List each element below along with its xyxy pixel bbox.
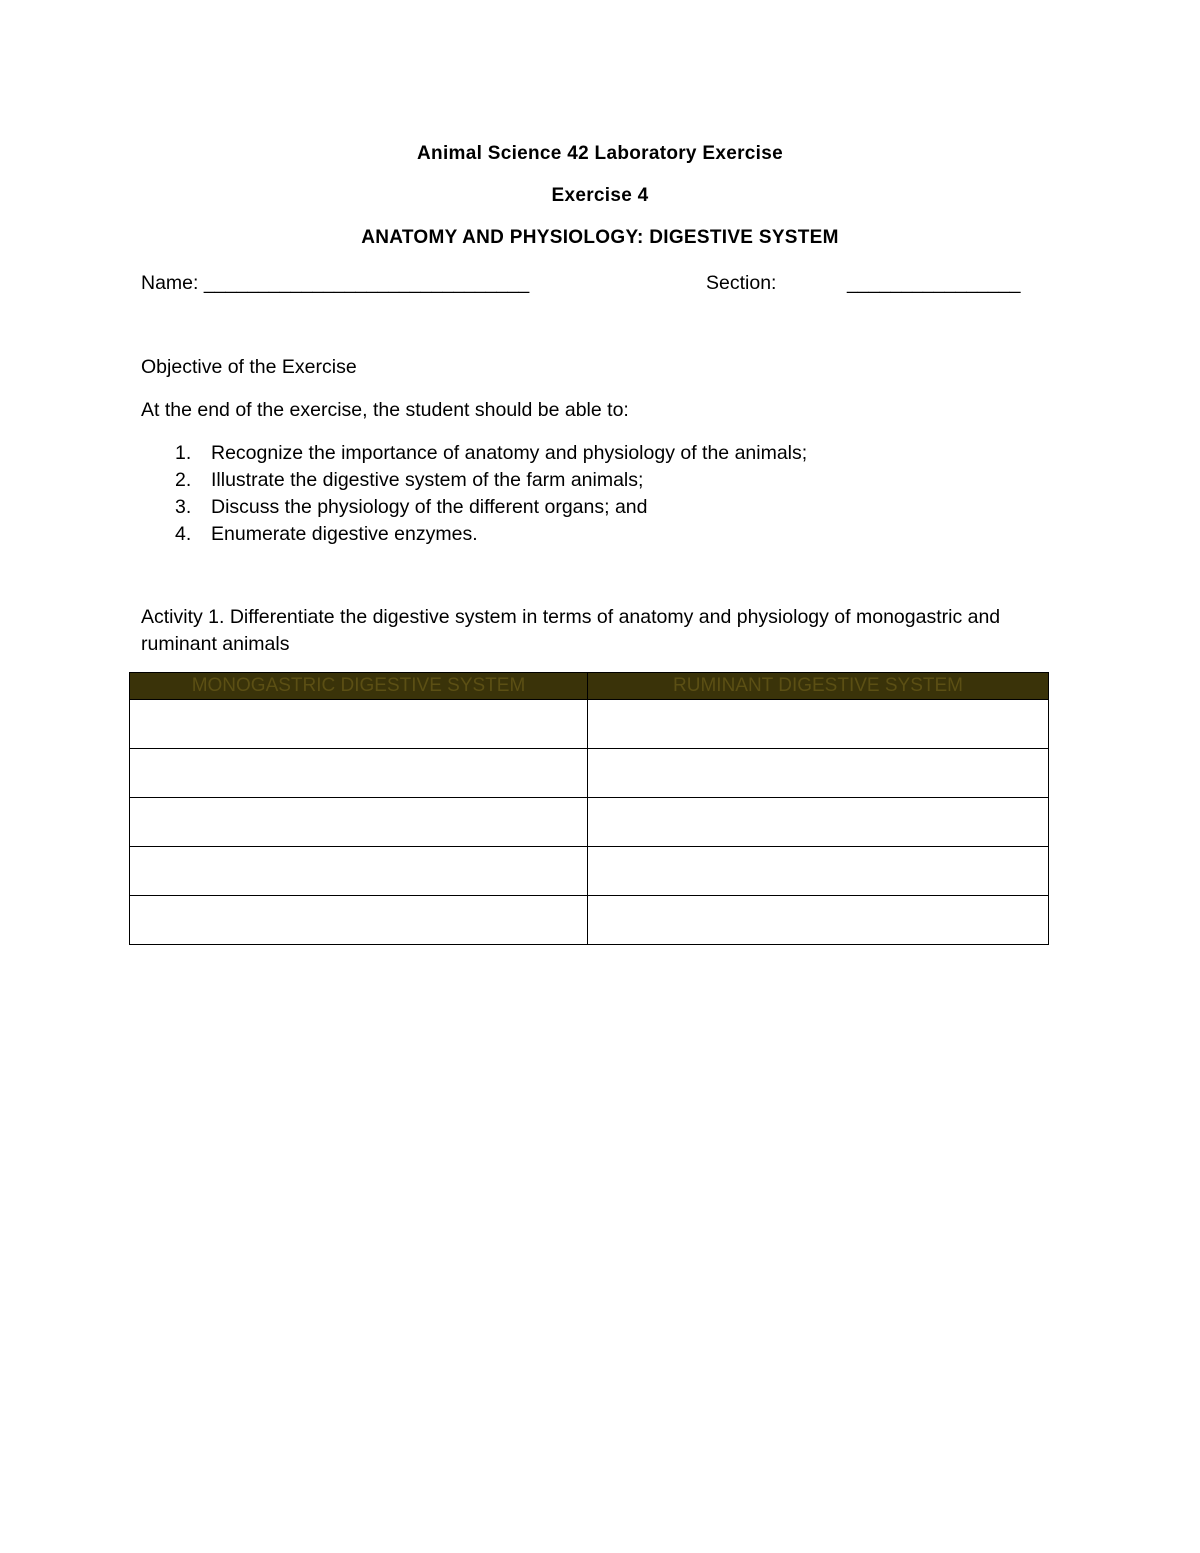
list-item-text: Discuss the physiology of the different organs; and (211, 496, 648, 518)
table-header-row (130, 673, 1049, 700)
answer-cell-ruminant[interactable] (588, 847, 1049, 896)
monogastric-column-header: MONOGASTRIC DIGESTIVE SYSTEM (130, 673, 588, 700)
table-row (130, 896, 1049, 945)
section-label: Section: (706, 272, 777, 294)
table-row (130, 798, 1049, 847)
table-row (130, 700, 1049, 749)
list-item-number: 1. (175, 442, 192, 464)
list-item-text: Recognize the importance of anatomy and physiology of the animals; (211, 442, 808, 464)
list-item-number: 4. (175, 523, 192, 545)
list-item (141, 467, 807, 494)
activity-instruction: Activity 1. Differentiate the digestive system in terms of anatomy and physiology of monogastric and ruminant animals (141, 606, 1001, 655)
course-title: Animal Science 42 Laboratory Exercise (417, 143, 783, 164)
answer-cell-monogastric[interactable] (130, 700, 588, 749)
name-field: Name: ______________________________ (141, 272, 530, 294)
list-item (141, 494, 807, 521)
answer-cell-monogastric[interactable] (130, 847, 588, 896)
answer-cell-monogastric[interactable] (130, 896, 588, 945)
ruminant-column-header: RUMINANT DIGESTIVE SYSTEM (588, 673, 1049, 700)
answer-cell-monogastric[interactable] (130, 798, 588, 847)
objective-intro: At the end of the exercise, the student should be able to: (141, 399, 629, 421)
objective-heading: Objective of the Exercise (141, 356, 357, 378)
answer-cell-ruminant[interactable] (588, 896, 1049, 945)
objective-list (141, 440, 807, 548)
answer-cell-monogastric[interactable] (130, 749, 588, 798)
list-item-number: 3. (175, 496, 192, 518)
comparison-table (129, 672, 1049, 945)
list-item (141, 521, 807, 548)
table-row (130, 847, 1049, 896)
list-item-number: 2. (175, 469, 192, 491)
list-item-text: Enumerate digestive enzymes. (211, 523, 478, 545)
section-field: ________________ (847, 272, 1021, 294)
exercise-topic: ANATOMY AND PHYSIOLOGY: DIGESTIVE SYSTEM (361, 227, 839, 248)
answer-cell-ruminant[interactable] (588, 798, 1049, 847)
answer-cell-ruminant[interactable] (588, 749, 1049, 798)
exercise-number: Exercise 4 (551, 185, 649, 206)
table-row (130, 749, 1049, 798)
list-item (141, 440, 807, 467)
answer-cell-ruminant[interactable] (588, 700, 1049, 749)
list-item-text: Illustrate the digestive system of the farm animals; (211, 469, 644, 491)
